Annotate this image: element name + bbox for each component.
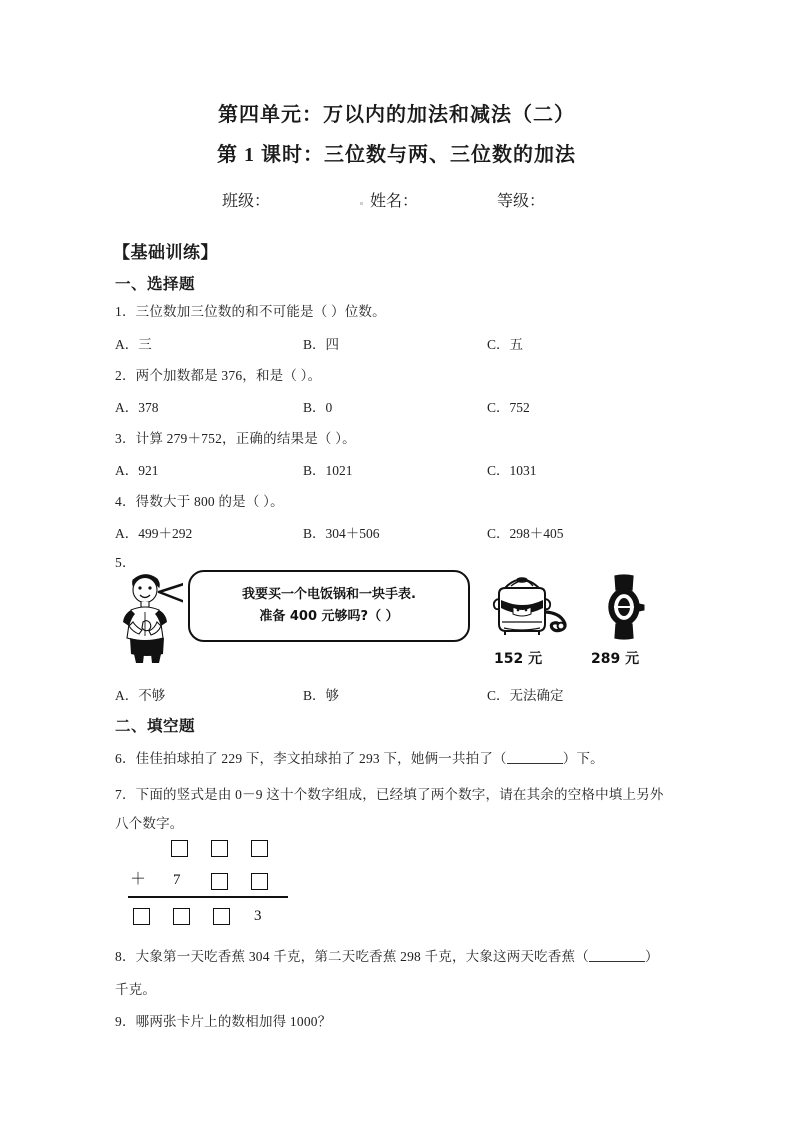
vadd-box-r2-c2[interactable]: [211, 873, 228, 890]
question-7-vertical-addition: [128, 840, 308, 932]
vertical-addition-rule: [128, 896, 288, 898]
question-5-number: 5．: [115, 555, 136, 570]
vertical-addition-row-1: [128, 840, 308, 866]
rice-cooker-icon: [491, 566, 579, 644]
stray-dot-mark: [360, 202, 363, 205]
question-5-illustration: [113, 566, 683, 674]
vadd-box-r1-c1[interactable]: [171, 840, 188, 857]
question-9-text: 9．哪两张卡片上的数相加得 1000？: [115, 1014, 332, 1029]
vadd-digit-r3-c4: 3: [254, 908, 262, 924]
vadd-box-r1-c3[interactable]: [251, 840, 268, 857]
page-subtitle: 第 1 课时：三位数与两、三位数的加法: [217, 144, 576, 166]
page-title: 第四单元：万以内的加法和减法（二）: [218, 104, 575, 126]
vadd-digit-r2-c1: 7: [173, 872, 181, 888]
vadd-box-r3-c3[interactable]: [213, 908, 230, 925]
section-part-two: 二、填空题: [115, 718, 196, 735]
vadd-box-r3-c2[interactable]: [173, 908, 190, 925]
vertical-addition-row-3: [128, 908, 308, 934]
vadd-box-r1-c2[interactable]: [211, 840, 228, 857]
grade-label: 等级：: [497, 193, 546, 210]
question-1-option-a[interactable]: A．三: [115, 337, 152, 352]
question-5-option-c[interactable]: C．无法确定: [487, 688, 564, 703]
question-8-line-2: 千克。: [115, 982, 157, 997]
question-6-suffix: ）下。: [562, 751, 604, 766]
question-7-line-2: 八个数字。: [115, 816, 184, 831]
rice-cooker-price: 152 元: [494, 651, 543, 667]
question-5-option-a[interactable]: A．不够: [115, 688, 166, 703]
question-6-answer-blank[interactable]: [507, 763, 563, 764]
vertical-addition-row-2: [128, 872, 308, 898]
question-2-option-b[interactable]: B．0: [303, 400, 333, 415]
question-3-option-b[interactable]: B．1021: [303, 463, 353, 478]
question-4-option-c[interactable]: C．298＋405: [487, 526, 564, 541]
class-label: 班级：: [222, 193, 271, 210]
speech-bubble-line-2: 准备 400 元够吗?（ ）: [259, 609, 399, 624]
question-8-prefix: 8．大象第一天吃香蕉 304 千克，第二天吃香蕉 298 千克，大象这两天吃香蕉（: [115, 949, 589, 964]
vadd-box-r3-c1[interactable]: [133, 908, 150, 925]
watch-price: 289 元: [591, 651, 640, 667]
vadd-plus-operator: ＋: [130, 871, 147, 888]
speech-bubble-icon: [188, 570, 470, 642]
question-5-option-b[interactable]: B．够: [303, 688, 340, 703]
question-6-text: [115, 747, 604, 767]
title-block: [0, 98, 793, 172]
question-8-suffix: ）: [644, 949, 659, 964]
question-2-option-a[interactable]: A．378: [115, 400, 159, 415]
speech-bubble-tail-icon: [157, 580, 191, 606]
question-1-text: 1．三位数加三位数的和不可能是（ ）位数。: [115, 304, 386, 319]
section-part-one: 一、选择题: [115, 276, 196, 293]
question-7-line-1: 7．下面的竖式是由 0－9 这十个数字组成，已经填了两个数字，请在其余的空格中填上另外: [115, 787, 664, 802]
question-3-option-c[interactable]: C．1031: [487, 463, 537, 478]
student-meta-row: [0, 188, 793, 214]
question-2-text: 2．两个加数都是 376，和是（ ）。: [115, 368, 322, 383]
question-8-answer-blank[interactable]: [589, 961, 645, 962]
question-6-prefix: 6．佳佳拍球拍了 229 下，李文拍球拍了 293 下，她俩一共拍了（: [115, 751, 507, 766]
question-4-option-a[interactable]: A．499＋292: [115, 526, 193, 541]
question-2-option-c[interactable]: C．752: [487, 400, 530, 415]
watch-icon: [601, 574, 647, 640]
section-basic-training: 【基础训练】: [113, 243, 218, 262]
question-1-option-c[interactable]: C．五: [487, 337, 524, 352]
question-4-text: 4．得数大于 800 的是（ ）。: [115, 494, 284, 509]
question-4-option-b[interactable]: B．304＋506: [303, 526, 380, 541]
vadd-box-r2-c3[interactable]: [251, 873, 268, 890]
name-label: 姓名：: [370, 193, 419, 210]
question-8-line-1: [115, 945, 659, 965]
question-3-option-a[interactable]: A．921: [115, 463, 159, 478]
speech-bubble-line-1: 我要买一个电饭锅和一块手表.: [242, 587, 416, 602]
question-3-text: 3．计算 279＋752，正确的结果是（ ）。: [115, 431, 356, 446]
question-1-option-b[interactable]: B．四: [303, 337, 340, 352]
